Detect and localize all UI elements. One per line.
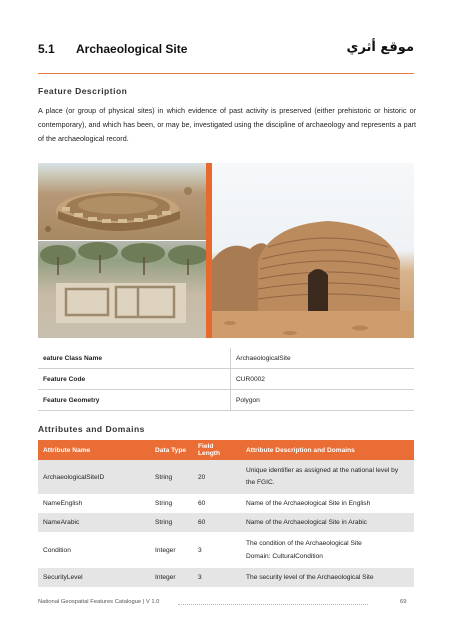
attr-desc: The security level of the Archaeological Site <box>241 568 414 587</box>
page-number: 69 <box>400 599 407 605</box>
feature-code-value: CUR0002 <box>231 369 415 390</box>
section-title: Archaeological Site <box>76 42 188 56</box>
footer-catalogue-label: National Geospatial Features Catalogue | V 1.0 <box>38 599 160 605</box>
section-header <box>38 40 414 62</box>
table-row <box>38 568 414 587</box>
header-divider <box>38 73 414 74</box>
image-accent-bar <box>206 163 212 338</box>
attributes-header-row <box>38 440 414 460</box>
attr-length: 3 <box>198 546 202 554</box>
attr-length: 60 <box>198 500 206 507</box>
table-row <box>38 390 414 411</box>
attr-type: Integer <box>155 546 176 554</box>
section-number: 5.1 <box>38 42 55 56</box>
attr-type: Integer <box>150 568 193 587</box>
feature-geometry-value: Polygon <box>231 390 415 411</box>
attr-name: ArchaeologicalSiteID <box>38 460 150 494</box>
attr-name: Condition <box>43 546 71 554</box>
attr-length: 60 <box>193 513 241 532</box>
attr-length: 20 <box>193 460 241 494</box>
feature-class-name-label: eature Class Name <box>38 348 231 369</box>
beehive-tombs-photo <box>210 163 414 338</box>
col-data-type: Data Type <box>150 440 193 460</box>
attributes-table <box>38 440 414 587</box>
attr-type: String <box>150 460 193 494</box>
feature-description-heading: Feature Description <box>38 86 128 96</box>
attributes-heading: Attributes and Domains <box>38 424 145 434</box>
footer-dotted-leader <box>178 596 368 605</box>
attr-desc: The condition of the Archaeological Site Domain: CulturalCondition <box>246 540 362 560</box>
excavation-site-photo <box>38 241 208 338</box>
attr-desc: Name of the Archaeological Site in English <box>246 500 371 507</box>
feature-class-name-value: ArchaeologicalSite <box>231 348 415 369</box>
attr-type: String <box>150 513 193 532</box>
col-field-length: Field Length <box>193 440 241 460</box>
table-row <box>38 513 414 532</box>
attr-name: NameEnglish <box>43 500 83 507</box>
attr-length: 3 <box>193 568 241 587</box>
feature-description-text: A place (or group of physical sites) in which evidence of past activity is preserved (either prehistoric or historic or contemporary), and which has been, or may be, investigated using the discipline of archaeology and represents a part of the archaeological record. <box>38 106 416 143</box>
col-description: Attribute Description and Domains <box>241 440 414 460</box>
table-row <box>38 460 414 494</box>
table-row <box>38 532 414 568</box>
feature-code-label: Feature Code <box>38 369 231 390</box>
table-row <box>38 348 414 369</box>
attr-desc: Name of the Archaeological Site in Arabic <box>241 513 414 532</box>
attr-name: NameArabic <box>38 513 150 532</box>
stone-ring-ruin-photo <box>38 163 208 240</box>
feature-geometry-label: Feature Geometry <box>38 390 231 411</box>
col-attribute-name: Attribute Name <box>38 440 150 460</box>
section-title-arabic: موقع أثري <box>346 40 414 55</box>
attr-desc: Unique identifier as assigned at the national level by the FGIC. <box>241 460 414 494</box>
attr-type: String <box>155 500 173 507</box>
table-row <box>38 494 414 513</box>
table-row <box>38 369 414 390</box>
attr-name: SecurityLevel <box>38 568 150 587</box>
feature-info-table <box>38 348 414 411</box>
